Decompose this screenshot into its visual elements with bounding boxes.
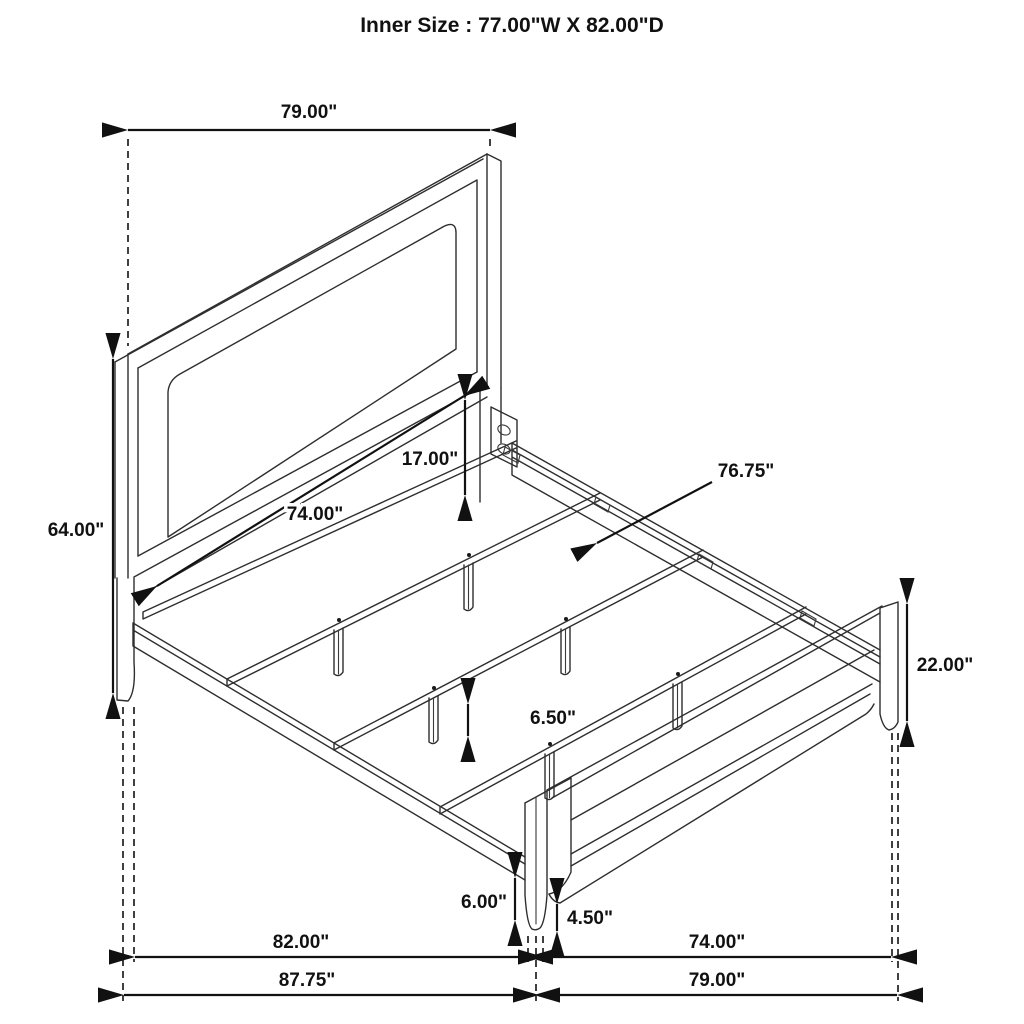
dim-slat-leg-height	[468, 704, 576, 736]
dim-headboard-width	[128, 102, 490, 346]
bed-frame-drawing	[115, 154, 898, 930]
dim-headboard-height-label: 64.00"	[47, 520, 105, 541]
dim-slat-length-label: 76.75"	[717, 461, 775, 482]
slat-2	[334, 550, 713, 750]
dim-overall-length-label: 87.75"	[278, 970, 336, 991]
dim-inner-depth-label: 82.00"	[272, 932, 330, 953]
dim-footboard-floor-clearance-label: 4.50"	[567, 908, 613, 929]
dim-footboard-height	[907, 604, 973, 721]
dim-slat-leg-height-label: 6.50"	[530, 708, 576, 729]
dim-headboard-bottom-rail-label: 17.00"	[401, 449, 459, 470]
headboard	[115, 154, 517, 701]
dim-slat-length	[597, 461, 774, 543]
dim-headboard-inner-width	[157, 396, 464, 586]
dim-headboard-inner-width-label: 74.00"	[286, 504, 344, 525]
slat-1	[227, 493, 610, 686]
dim-footboard-height-label: 22.00"	[916, 655, 974, 676]
diagram-title: Inner Size : 77.00"W X 82.00"D	[360, 14, 664, 37]
dim-rail-floor-clearance	[461, 878, 515, 920]
slat-3	[440, 607, 816, 814]
dim-headboard-width-label: 79.00"	[280, 102, 338, 123]
dim-footboard-inner-width	[544, 932, 891, 957]
dim-footboard-floor-clearance	[557, 904, 613, 931]
far-side-rail	[512, 443, 880, 682]
dim-footboard-width	[539, 970, 897, 995]
dim-inner-depth	[135, 932, 527, 957]
footboard	[525, 602, 898, 930]
near-side-rail	[133, 623, 525, 880]
dim-footboard-inner-width-label: 74.00"	[688, 932, 746, 953]
dim-overall-length	[124, 970, 534, 995]
dim-footboard-width-label: 79.00"	[688, 970, 746, 991]
dim-headboard-height	[48, 359, 113, 693]
dim-rail-floor-clearance-label: 6.00"	[461, 892, 507, 913]
